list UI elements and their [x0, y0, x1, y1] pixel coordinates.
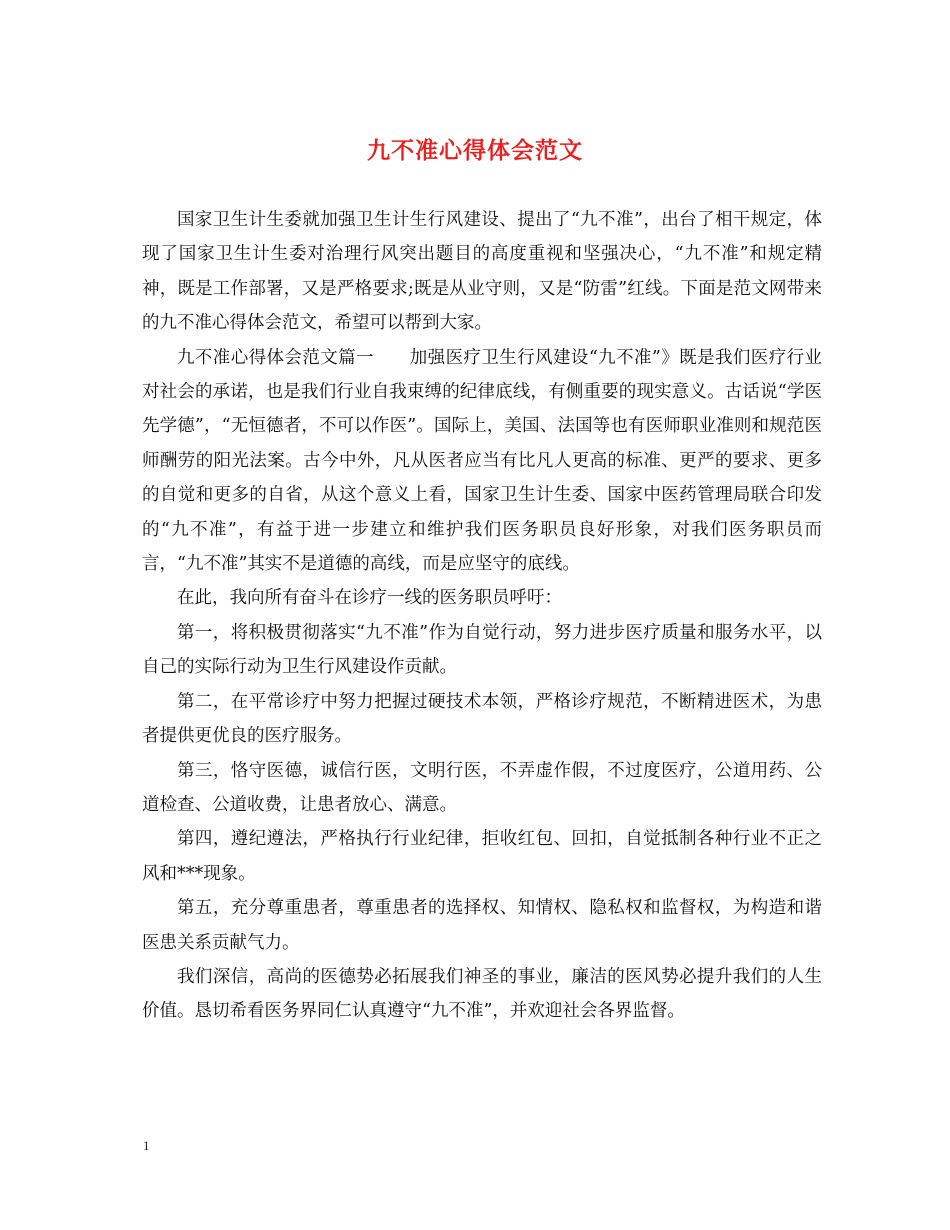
page-number: 1 [143, 1138, 150, 1153]
paragraph-conclusion: 我们深信，高尚的医德势必拓展我们神圣的事业，廉洁的医风势必提升我们的人生价值。恳切希看医务界同仁认真遵守“九不准”，并欢迎社会各界监督。 [142, 966, 822, 1022]
paragraph-appeal: 在此，我向所有奋斗在诊疗一线的医务职员呼吁： [177, 588, 562, 609]
paragraph-intro: 国家卫生计生委就加强卫生计生行风建设、提出了“九不准”，出台了相干规定，体现了国家卫生计生委对治理行风突出题目的高度重视和坚强决心，“九不准”和规定精神，既是工作部署，又是严格要求;既是从业守则，又是“防雷”红线。下面是范文网带来的九不准心得体会范文，希望可以帮到大家。 [142, 210, 822, 334]
paragraph-essay-one: 九不准心得体会范文篇一 加强医疗卫生行风建设“九不准”》既是我们医疗行业对社会的承诺，也是我们行业自我束缚的纪律底线，有侧重要的现实意义。古话说“学医先学德”，“无恒德者，不可以作医”。国际上，美国、法国等也有医师职业准则和规范医师酬劳的阳光法案。古今中外，凡从医者应当有比凡人更高的标准、更严的要求、更多的自觉和更多的自省，从这个意义上看，国家卫生计生委、国家中医药管理局联合印发的“九不准”，有益于进一步建立和维护我们医务职员良好形象，对我们医务职员而言，“九不准”其实不是道德的高线，而是应坚守的底线。 [142, 347, 822, 575]
paragraph-fifth-point: 第五，充分尊重患者，尊重患者的选择权、知情权、隐私权和监督权，为构造和谐医患关系贡献气力。 [142, 898, 822, 953]
paragraph-first-point: 第一，将积极贯彻落实“九不准”作为自觉行动，努力进步医疗质量和服务水平，以自己的实际行动为卫生行风建设作贡献。 [142, 622, 822, 678]
paragraph-third-point: 第三，恪守医德，诚信行医，文明行医，不弄虚作假，不过度医疗，公道用药、公道检查、公道收费，让患者放心、满意。 [142, 760, 822, 815]
paragraph-fourth-point: 第四，遵纪遵法，严格执行行业纪律，拒收红包、回扣，自觉抵制各种行业不正之风和***现象。 [142, 829, 822, 884]
paragraph-second-point: 第二，在平常诊疗中努力把握过硬技术本领，严格诊疗规范，不断精进医术，为患者提供更优良的医疗服务。 [142, 691, 822, 747]
document-body [142, 203, 822, 1029]
document-title: 九不准心得体会范文 [367, 137, 583, 164]
